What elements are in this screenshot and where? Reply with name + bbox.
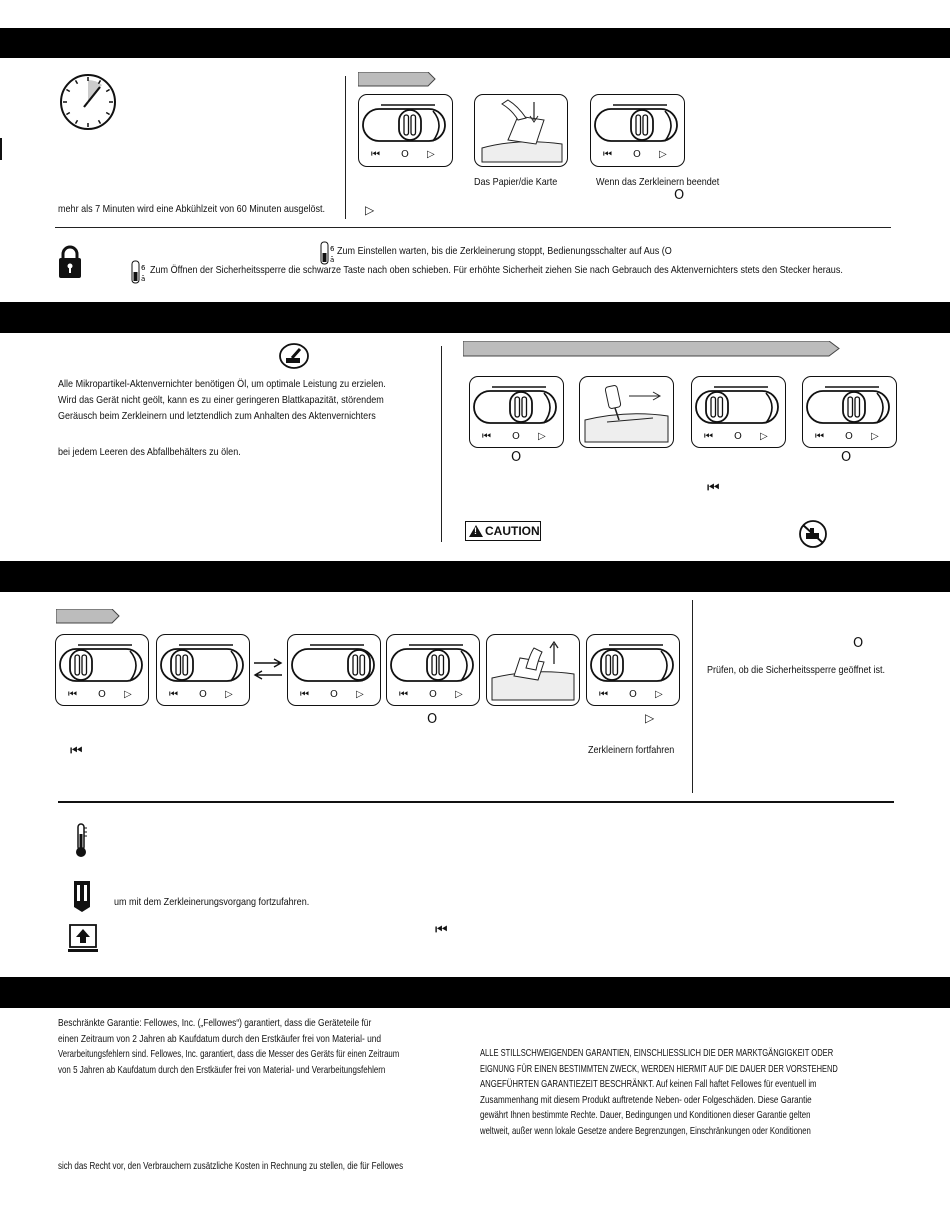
jam-reverse-symbol: ⏮ — [70, 743, 83, 759]
switch-forward-label: ▷ — [356, 689, 364, 700]
section-1-divider — [345, 76, 346, 219]
caption-paper: Das Papier/die Karte — [474, 176, 558, 188]
margin-tick — [0, 138, 2, 160]
switch-forward-label: ▷ — [538, 431, 546, 442]
remove-paper-illustration — [490, 638, 576, 702]
back-and-forth-arrows — [252, 655, 284, 681]
warranty-left-line-3: Verarbeitungsfehlern sind. Fellowes, Inc. garantiert, dass die Messer des Geräts für einen Zeitraum — [58, 1048, 400, 1060]
oil-step-arrow — [463, 341, 841, 357]
control-switch-graphic — [470, 377, 561, 446]
svg-text:ā: ā — [330, 256, 335, 264]
control-switch-graphic — [692, 377, 783, 446]
right-off-symbol: O — [853, 636, 864, 651]
warranty-right-paragraph — [480, 1046, 950, 1139]
section-2-divider — [441, 346, 442, 542]
switch-off-label: O — [330, 689, 338, 700]
oil-can-icon — [278, 342, 310, 370]
switch-off-label: O — [629, 689, 637, 700]
warranty-left-line-2: einen Zeitraum von 2 Jahren ab Kaufdatum durch den Erstkäufer frei von Material- und — [58, 1032, 382, 1045]
door-open-icon — [68, 923, 98, 953]
switch-off-label: O — [845, 431, 853, 442]
switch-forward-label: ▷ — [427, 149, 435, 160]
switch-forward-label: ▷ — [655, 689, 663, 700]
oil-reverse-symbol: ⏮ — [707, 480, 720, 496]
section-header-bar-3 — [0, 561, 950, 592]
oil-line-1: Alle Mikropartikel-Aktenvernichter benötigen Öl, um optimale Leistung zu erzielen. — [58, 378, 386, 390]
svg-text:6: 6 — [330, 245, 335, 253]
section-3-divider — [692, 600, 693, 793]
switch-reverse-label: ⏮ — [482, 431, 491, 442]
door-reverse-symbol: ⏮ — [435, 922, 448, 938]
control-switch-graphic — [591, 95, 682, 164]
switch-reverse-label: ⏮ — [704, 431, 713, 442]
paper-insert-illustration — [478, 98, 564, 164]
jam-off-symbol: O — [427, 712, 438, 727]
warning-icon — [469, 525, 483, 537]
section-header-bar-4 — [0, 977, 950, 1008]
forward-symbol: ▷ — [365, 203, 375, 217]
switch-reverse-label: ⏮ — [603, 149, 612, 160]
jam-switch-panel-4 — [386, 634, 480, 706]
warranty-left-bottom: sich das Recht vor, den Verbrauchern zusätzliche Kosten in Rechnung zu stellen, die für Fellowes — [58, 1160, 404, 1172]
warranty-right-line-2: EIGNUNG FÜR EINEN BESTIMMTEN ZWECK, WERDEN HIERMIT AUF DIE DAUER DER VORSTEHEND — [480, 1062, 838, 1075]
cooldown-text: mehr als 7 Minuten wird eine Abkühlzeit von 60 Minuten ausgelöst. — [58, 203, 326, 215]
oil-off-symbol-1: O — [511, 450, 522, 465]
switch-reverse-label: ⏮ — [599, 689, 608, 700]
clock-icon — [58, 72, 118, 132]
bin-full-icon — [72, 879, 92, 913]
svg-text:6: 6 — [141, 264, 146, 272]
warranty-right-line-3: ANGEFÜHRTEN GARANTIEZEIT BESCHRÄNKT. Auf keinen Fall haftet Fellowes für eventuell im — [480, 1078, 817, 1090]
oil-switch-panel-4 — [802, 376, 897, 448]
control-switch-graphic — [288, 635, 379, 704]
control-switch-graphic — [359, 95, 450, 164]
warranty-right-line-1: ALLE STILLSCHWEIGENDEN GARANTIEN, EINSCHLIESSLICH DIE DER MARKTGÄNGIGKEIT ODER — [480, 1047, 834, 1059]
oil-switch-panel-3 — [691, 376, 786, 448]
oil-apply-illustration — [583, 380, 670, 444]
bin-continue-text: um mit dem Zerkleinerungsvorgang fortzufahren. — [114, 896, 310, 908]
control-switch-graphic — [56, 635, 147, 704]
lock-instruction-1: Zum Einstellen warten, bis die Zerkleinerung stoppt, Bedienungsschalter auf Aus (O — [337, 245, 672, 257]
jam-switch-panel-1 — [55, 634, 149, 706]
section-1-bottom-line — [55, 227, 891, 228]
switch-reverse-label: ⏮ — [68, 689, 77, 700]
control-switch-graphic — [803, 377, 894, 446]
section-header-bar-2 — [0, 302, 950, 333]
switch-off-label: O — [98, 689, 106, 700]
switch-off-label: O — [199, 689, 207, 700]
switch-forward-label: ▷ — [225, 689, 233, 700]
control-switch-graphic — [587, 635, 678, 704]
switch-forward-label: ▷ — [871, 431, 879, 442]
switch-off-label: O — [734, 431, 742, 442]
warranty-left-line-4: von 5 Jahren ab Kaufdatum durch den Erstkäufer frei von Material- und Verarbeitungsfehlern — [58, 1063, 386, 1076]
oil-line-3: Geräusch beim Zerkleinern und letztendlich zum Anhalten des Aktenvernichters — [58, 410, 376, 422]
continue-shredding-text: Zerkleinern fortfahren — [588, 744, 675, 756]
thermometer-icon — [74, 822, 88, 858]
warranty-left-paragraph — [58, 1016, 519, 1078]
oil-line-4: bei jedem Leeren des Abfallbehälters zu ölen. — [58, 446, 241, 458]
warranty-right-line-6: weltweit, außer wenn lokale Gesetze andere Begrenzungen, Einschränkungen oder Konditionen — [480, 1124, 811, 1137]
switch-off-label: O — [429, 689, 437, 700]
svg-text:ā: ā — [141, 275, 146, 283]
warranty-right-line-5: gewährt Ihnen bestimmte Rechte. Dauer, Bedingungen und Konditionen dieser Garantie gelten — [480, 1109, 811, 1121]
warranty-left-line-1: Beschränkte Garantie: Fellowes, Inc. („Fellowes“) garantiert, dass die Geräteteile für — [58, 1017, 372, 1029]
switch-off-label: O — [401, 149, 409, 160]
switch-forward-label: ▷ — [124, 689, 132, 700]
switch-reverse-label: ⏮ — [300, 689, 309, 700]
control-switch-graphic — [387, 635, 478, 704]
jam-forward-symbol: ▷ — [645, 711, 655, 725]
jam-switch-panel-3 — [287, 634, 381, 706]
oil-off-symbol-2: O — [841, 450, 852, 465]
switch-forward-label: ▷ — [659, 149, 667, 160]
switch-panel-end — [590, 94, 685, 167]
warranty-right-line-4: Zusammenhang mit diesem Produkt auftretende Neben- oder Folgeschäden. Diese Garantie — [480, 1093, 812, 1106]
switch-reverse-label: ⏮ — [815, 431, 824, 442]
oil-paragraph — [58, 376, 439, 424]
check-lock-text: Prüfen, ob die Sicherheitssperre geöffnet ist. — [707, 664, 886, 676]
switch-panel-off — [358, 94, 453, 167]
caution-label — [465, 521, 541, 541]
jam-switch-panel-2 — [156, 634, 250, 706]
oil-line-2: Wird das Gerät nicht geölt, kann es zu einer geringeren Blattkapazität, störendem — [58, 394, 384, 406]
jam-switch-panel-6 — [586, 634, 680, 706]
padlock-icon — [58, 245, 82, 279]
lock-instruction-2: Zum Öffnen der Sicherheitssperre die schwarze Taste nach oben schieben. Für erhöhte Sicherheit ziehen Sie nach Gebrauch des Aktenvernichters stets den Stecker heraus. — [150, 264, 843, 276]
switch-forward-label: ▷ — [760, 431, 768, 442]
jam-step-arrow — [56, 609, 120, 624]
switch-forward-label: ▷ — [455, 689, 463, 700]
step-arrow-tab — [358, 72, 436, 87]
oil-switch-panel-1 — [469, 376, 564, 448]
safety-lock-icon-2 — [131, 260, 149, 284]
no-aerosol-icon — [798, 519, 828, 549]
caution-text: CAUTION — [485, 524, 540, 538]
switch-reverse-label: ⏮ — [371, 149, 380, 160]
section-3-bottom-line — [58, 801, 894, 803]
section-header-bar-1 — [0, 28, 950, 58]
caption-end: Wenn das Zerkleinern beendet — [596, 176, 720, 188]
off-symbol: O — [674, 188, 685, 203]
switch-reverse-label: ⏮ — [169, 689, 178, 700]
control-switch-graphic — [157, 635, 248, 704]
switch-off-label: O — [633, 149, 641, 160]
switch-off-label: O — [512, 431, 520, 442]
switch-reverse-label: ⏮ — [399, 689, 408, 700]
